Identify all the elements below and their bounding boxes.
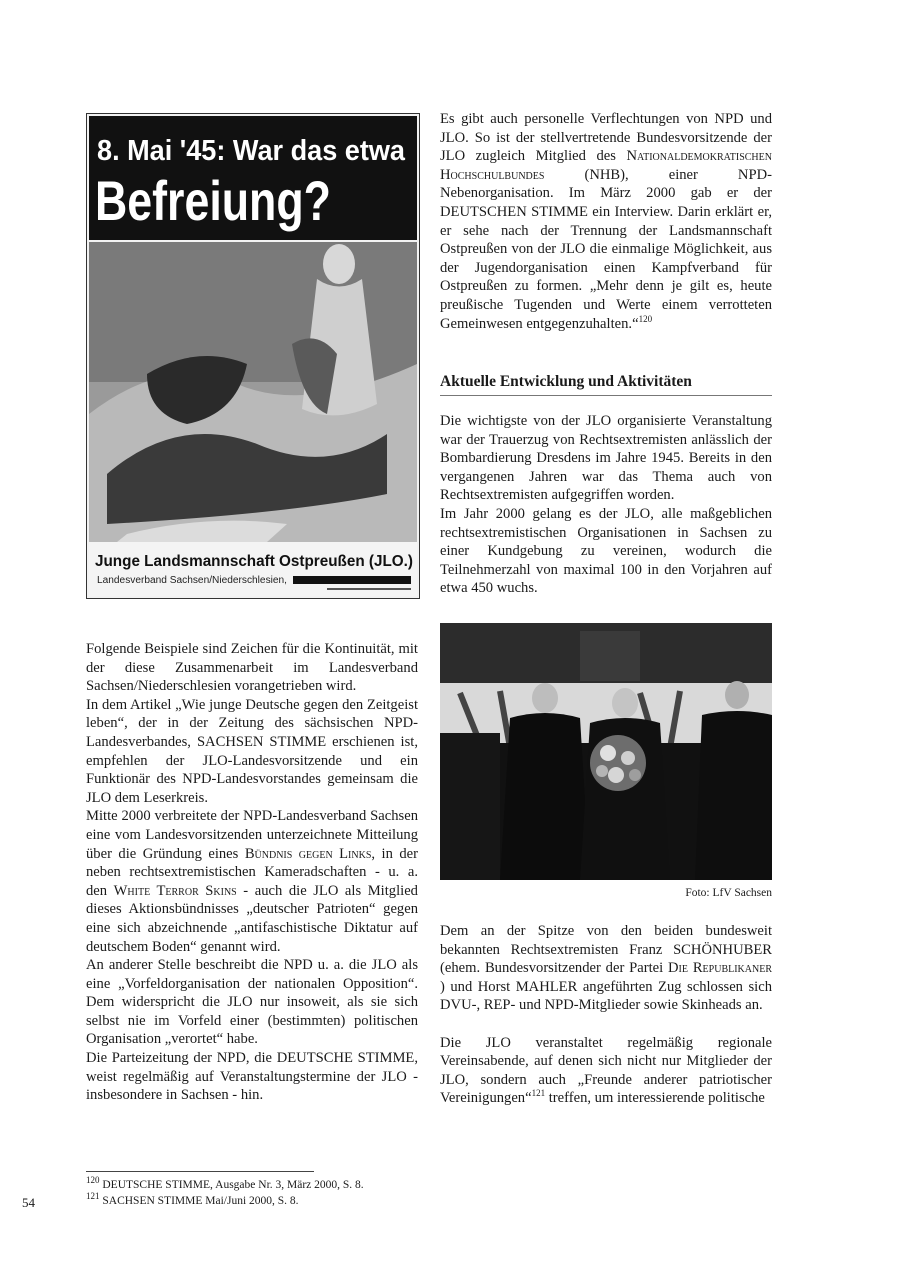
footnote-ref-120: 120 xyxy=(638,313,653,324)
demonstration-photo xyxy=(440,623,772,880)
right-top-paragraph: Es gibt auch personelle Verflechtungen von NPD und JLO. So ist der stellvertretende Bundesvorsitzende der JLO zugleich Mitglied des Nationaldemokratischen Hochschulbundes (NHB), einer NPD-Nebenorganisation. Im März 2000 gab er der DEUTSCHEN STIMME ein Interview. Darin erklärt er, er sehe nach der Trennung der Landsmannschaft Ostpreußen von der JLO die einmalige Möglichkeit, aus der Jugendorganisation einen Kampfverband für Ostpreußen zu formen. „Mehr denn je gilt es, heute preußische Tugenden und Werte einem verrotteten Gemeinwesen entgegenzuhalten.“$^{120}$ xyxy=(440,111,772,332)
poster-footer-1: Junge Landsmannschaft Ostpreußen (JLO.) xyxy=(95,553,413,570)
right-bottom-text xyxy=(440,922,772,1108)
paragraph: An anderer Stelle beschreibt die NPD u. a. die JLO als eine „Vorfeldorganisation der nationalen Opposition“. Dem widerspricht die JLO nur insoweit, als sie sich selbst nie im Vorfeld einer (bestimmten) politischen Organisation „verortet“ habe. xyxy=(86,957,418,1048)
paragraph: Folgende Beispiele sind Zeichen für die Kontinuität, mit der diese Zusammenarbeit im Landesverband Sachsen/Niederschlesien vorangetrieben wird. xyxy=(86,641,418,695)
right-middle-text xyxy=(440,412,772,598)
poster-headline-2: Befreiung? xyxy=(95,169,331,232)
left-column-text xyxy=(86,640,418,1105)
footnote-ref-121: 121 xyxy=(531,1088,546,1099)
footnotes xyxy=(86,1177,486,1209)
paragraph: Die wichtigste von der JLO organisierte Veranstaltung war der Trauerzug von Rechtsextremisten anlässlich der Bombardierung Dresdens im Jahre 1945. Bereits in den vergangenen Jahren war das Thema auch von Rechtsextremisten aufgegriffen worden. xyxy=(440,413,772,504)
paragraph: Die JLO veranstaltet regelmäßig regionale Vereinsabende, auf denen sich nicht nur Mitglieder der JLO, sondern auch „Freunde anderer patriotischer Vereinigungen“$^{121}$ treffen, um interessierende politische xyxy=(440,1034,772,1107)
photo-credit: Foto: LfV Sachsen xyxy=(685,887,772,899)
poster-image xyxy=(86,113,420,599)
footnote-rule xyxy=(86,1171,314,1172)
paragraph: In dem Artikel „Wie junge Deutsche gegen den Zeitgeist leben“, der in der Zeitung des sächsischen NPD-Landesverbandes, SACHSEN STIMME erschienen ist, empfehlen der JLO-Landesvorsitzende und ein Funktionär des NPD-Landesvorstandes gemeinsam die JLO dem Leserkreis. xyxy=(86,696,418,806)
poster-footer-2: Landesverband Sachsen/Niederschlesien, xyxy=(97,575,287,586)
paragraph: Mitte 2000 verbreitete der NPD-Landesverband Sachsen eine vom Landesvorsitzenden unterzeichnete Mitteilung über die Gründung eines Bündnis gegen Links, in der neben rechtsextremistischen Kameradschaften - u. a. den White Terror Skins - auch die JLO als Mitglied dieses Aktionsbündnisses „deutscher Patrioten“ gegen eine sich abzeichnende „antifaschistische Diktatur auf deutschem Boden“ genannt wird. xyxy=(86,808,418,955)
footnote-121: $^{121}$ SACHSEN STIMME Mai/Juni 2000, S. 8. xyxy=(86,1191,299,1207)
section-heading: Aktuelle Entwicklung und Aktivitäten xyxy=(440,373,772,396)
page-number: 54 xyxy=(22,1195,35,1210)
paragraph: Im Jahr 2000 gelang es der JLO, alle maßgeblichen rechtsextremistischen Organisationen in Sachsen zu einer Kundgebung zu vereinen, wodurch die Teilnehmerzahl von maximal 100 in den Vorjahren auf etwa 450 wuchs. xyxy=(440,505,772,597)
paragraph: Die Parteizeitung der NPD, die DEUTSCHE STIMME, weist regelmäßig auf Veranstaltungstermine der JLO - insbesondere in Sachsen - hin. xyxy=(86,1050,418,1104)
footnote-120: $^{120}$ DEUTSCHE STIMME, Ausgabe Nr. 3, März 2000, S. 8. xyxy=(86,1175,364,1191)
paragraph: Dem an der Spitze von den beiden bundesweit bekannten Rechtsextremisten Franz SCHÖNHUBER (ehem. Bundesvorsitzender der Partei Die Republikaner ) und Horst MAHLER angeführten Zug schlossen sich DVU-, REP- und NPD-Mitglieder sowie Skinheads an. xyxy=(440,923,772,1014)
poster-headline-1: 8. Mai '45: War das etwa xyxy=(97,135,406,167)
